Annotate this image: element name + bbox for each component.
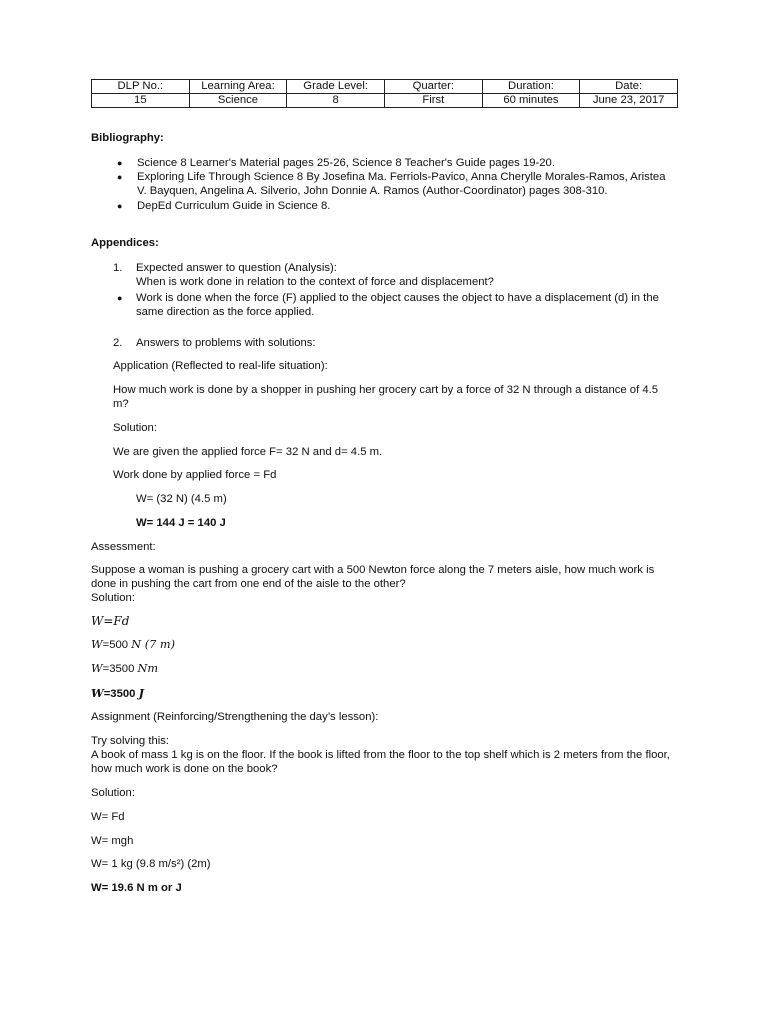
value-quarter: First bbox=[384, 94, 482, 108]
bullet-icon: ● bbox=[117, 293, 123, 303]
value-date: June 23, 2017 bbox=[580, 94, 678, 108]
application-formula: Work done by applied force = Fd bbox=[113, 469, 277, 481]
equation-unit: Nm bbox=[137, 662, 159, 675]
equation-variable: W bbox=[91, 662, 103, 675]
assignment-result: W= 19.6 N m or J bbox=[91, 882, 182, 894]
application-heading: Application (Reflected to real-life situation): bbox=[113, 360, 328, 372]
dlp-header-table bbox=[91, 79, 678, 108]
assessment-problem-line-1: Suppose a woman is pushing a grocery cart with a 500 Newton force along the 7 meters aisle, how much work is bbox=[91, 564, 655, 576]
value-dlp-no: 15 bbox=[92, 94, 190, 108]
bullet-icon: ● bbox=[117, 201, 123, 211]
equation-value: =500 bbox=[102, 639, 132, 651]
header-date: Date: bbox=[580, 80, 678, 94]
value-learning-area: Science bbox=[189, 94, 287, 108]
assessment-problem-line-2: done in pushing the cart from one end of the aisle to the other? bbox=[91, 578, 406, 590]
header-quarter: Quarter: bbox=[384, 80, 482, 94]
header-dlp-no: DLP No.: bbox=[92, 80, 190, 94]
bullet-icon: ● bbox=[117, 172, 123, 182]
analysis-answer-line-2: same direction as the force applied. bbox=[136, 306, 315, 318]
assignment-problem-line-2: how much work is done on the book? bbox=[91, 763, 278, 775]
bullet-icon: ● bbox=[117, 158, 123, 168]
analysis-line-1: Expected answer to question (Analysis): bbox=[136, 262, 337, 274]
header-grade-level: Grade Level: bbox=[287, 80, 385, 94]
assignment-equation-2: W= mgh bbox=[91, 835, 134, 847]
equation-value: =3500 bbox=[102, 663, 138, 675]
bibliography-item-2-line-2: V. Bayquen, Angelina A. Silverio, John Donnie A. Ramos (Author-Coordinator) pages 308-310. bbox=[137, 185, 608, 197]
assessment-equation-2 bbox=[91, 638, 175, 652]
bibliography-item-3: DepEd Curriculum Guide in Science 8. bbox=[137, 200, 331, 212]
application-given: We are given the applied force F= 32 N and d= 4.5 m. bbox=[113, 446, 383, 458]
equation-variable: W bbox=[91, 638, 103, 651]
equation-unit: N (7 m) bbox=[131, 638, 175, 651]
assessment-equation-1: W=Fd bbox=[91, 614, 130, 628]
equation-value: =3500 bbox=[103, 688, 139, 700]
application-problem-line-1: How much work is done by a shopper in pushing her grocery cart by a force of 32 N through a distance of 4.5 bbox=[113, 384, 659, 396]
table-header-row bbox=[92, 80, 678, 94]
assessment-heading: Assessment: bbox=[91, 541, 156, 553]
application-problem-line-2: m? bbox=[113, 398, 129, 410]
header-learning-area: Learning Area: bbox=[189, 80, 287, 94]
header-duration: Duration: bbox=[482, 80, 580, 94]
assessment-solution-label: Solution: bbox=[91, 592, 135, 604]
equation-variable: W bbox=[91, 686, 104, 700]
assignment-try: Try solving this: bbox=[91, 735, 170, 747]
table-value-row bbox=[92, 94, 678, 108]
assignment-equation-1: W= Fd bbox=[91, 811, 125, 823]
bibliography-item-2-line-1: Exploring Life Through Science 8 By Josefina Ma. Ferriols-Pavico, Anna Cherylle Morales-Ramos, Aristea bbox=[137, 171, 666, 183]
assignment-solution-label: Solution: bbox=[91, 787, 135, 799]
answers-heading: Answers to problems with solutions: bbox=[136, 337, 316, 349]
value-grade-level: 8 bbox=[287, 94, 385, 108]
assignment-problem-line-1: A book of mass 1 kg is on the floor. If the book is lifted from the floor to the top shelf which is 2 meters from the floor, bbox=[91, 749, 670, 761]
assessment-result bbox=[91, 686, 144, 701]
list-number-1: 1. bbox=[113, 262, 123, 274]
application-result: W= 144 J = 140 J bbox=[136, 517, 226, 529]
application-solution-label: Solution: bbox=[113, 422, 157, 434]
analysis-answer-line-1: Work is done when the force (F) applied to the object causes the object to have a displacement (d) in the bbox=[136, 292, 659, 304]
appendices-heading: Appendices: bbox=[91, 237, 159, 249]
bibliography-item-1: Science 8 Learner's Material pages 25-26, Science 8 Teacher's Guide pages 19-20. bbox=[137, 157, 555, 169]
bibliography-heading: Bibliography: bbox=[91, 132, 164, 144]
application-step: W= (32 N) (4.5 m) bbox=[136, 493, 227, 505]
analysis-question: When is work done in relation to the context of force and displacement? bbox=[136, 276, 494, 288]
value-duration: 60 minutes bbox=[482, 94, 580, 108]
list-number-2: 2. bbox=[113, 337, 123, 349]
assignment-equation-3: W= 1 kg (9.8 m/s²) (2m) bbox=[91, 858, 211, 870]
equation-unit: J bbox=[138, 686, 144, 700]
assessment-equation-3 bbox=[91, 662, 158, 676]
assignment-heading: Assignment (Reinforcing/Strengthening the day’s lesson): bbox=[91, 711, 379, 723]
